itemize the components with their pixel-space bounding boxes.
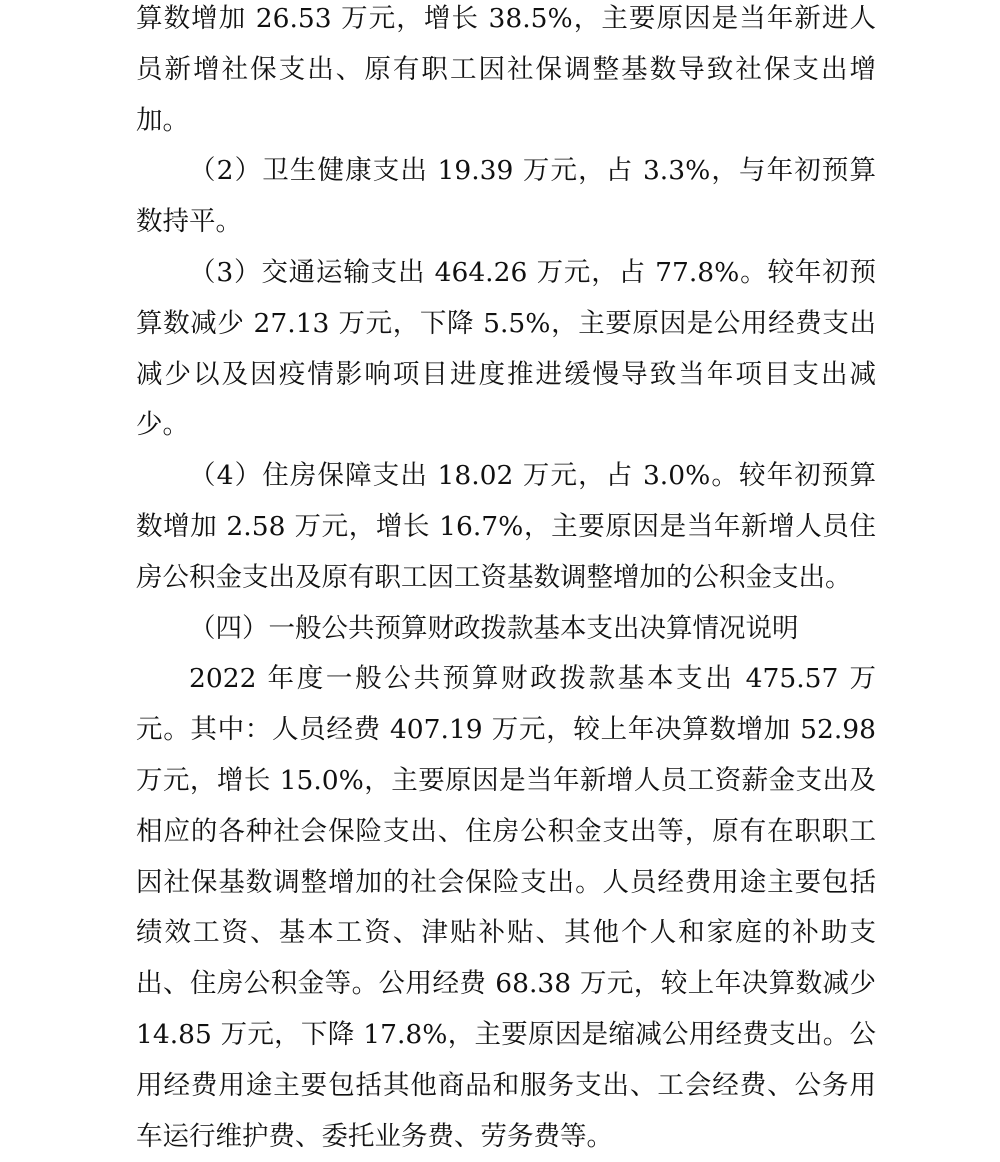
paragraph-transport-expenditure: （3）交通运输支出 464.26 万元，占 77.8%。较年初预算数减少 27.13 万元，下降 5.5%，主要原因是公用经费支出减少以及因疫情影响项目进度推进缓慢导致当年项目支出减少。 (136, 256, 876, 441)
paragraph-health-expenditure: （2）卫生健康支出 19.39 万元，占 3.3%，与年初预算数持平。 (136, 155, 876, 238)
paragraph-social-security-continued: 算数增加 26.53 万元，增长 38.5%，主要原因是当年新进人员新增社保支出、原有职工因社保调整基数导致社保支出增加。 (136, 3, 876, 136)
paragraph-basic-expenditure: 2022 年度一般公共预算财政拨款基本支出 475.57 万元。其中：人员经费 407.19 万元，较上年决算数增加 52.98 万元，增长 15.0%，主要原因是当年新增人员工资薪金支出及相应的各种社会保险支出、住房公积金支出等，原有在职职工因社保基数调整增加的社会保险支出。人员经费用途主要包括绩效工资、基本工资、津贴补贴、其他个人和家庭的补助支出、住房公积金等。公用经费 68.38 万元，较上年决算数减少 14.85 万元，下降 17.8%，主要原因是缩减公用经费支出。公用经费用途主要包括其他商品和服务支出、工会经费、公务用车运行维护费、委托业务费、劳务费等。 (136, 663, 876, 1152)
paragraph-housing-expenditure: （4）住房保障支出 18.02 万元，占 3.0%。较年初预算数增加 2.58 万元，增长 16.7%，主要原因是当年新增人员住房公积金支出及原有职工因工资基数调整增加的公积金支出。 (136, 460, 876, 593)
document-page (136, 0, 876, 1162)
section-heading-four: （四）一般公共预算财政拨款基本支出决算情况说明 (189, 612, 799, 644)
